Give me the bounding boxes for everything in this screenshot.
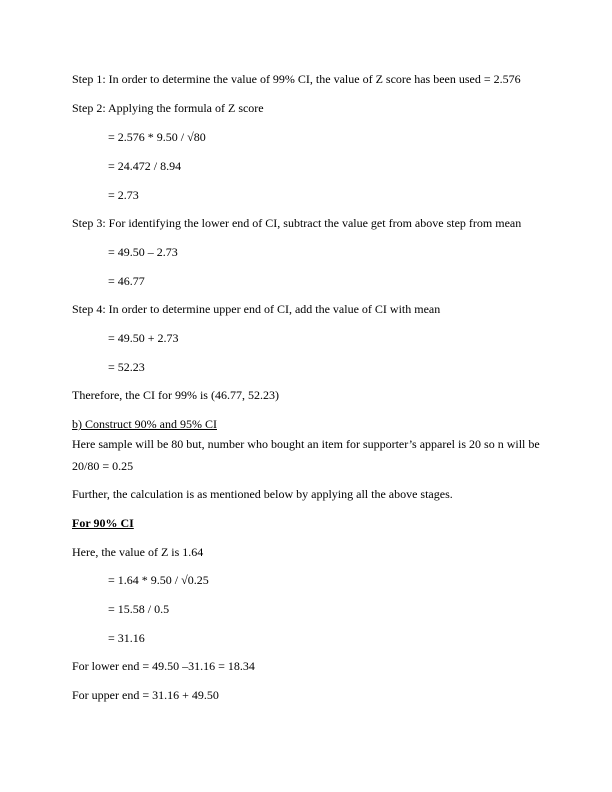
calculation-line: = 46.77 xyxy=(108,274,145,288)
step-3-text: Step 3: For identifying the lower end of CI, subtract the value get from above step from mean xyxy=(72,216,522,230)
calculation-line: = 15.58 / 0.5 xyxy=(108,602,170,616)
calculation-line: = 49.50 + 2.73 xyxy=(108,331,179,345)
calculation-line: = 31.16 xyxy=(108,631,145,645)
calculation-line: = 2.576 * 9.50 / √80 xyxy=(108,130,206,144)
lower-end-text: For lower end = 49.50 –31.16 = 18.34 xyxy=(72,659,255,673)
paragraph-text: Further, the calculation is as mentioned below by applying all the above stages. xyxy=(72,487,453,501)
paragraph-line: 20/80 = 0.25 xyxy=(72,459,134,473)
step-2-text: Step 2: Applying the formula of Z score xyxy=(72,101,264,115)
paragraph-line: Here sample will be 80 but, number who bought an item for supporter’s apparel is 20 so n will be xyxy=(72,437,540,451)
conclusion-text: Therefore, the CI for 99% is (46.77, 52.23) xyxy=(72,388,279,402)
calculation-line: = 24.472 / 8.94 xyxy=(108,159,182,173)
calculation-line: = 49.50 – 2.73 xyxy=(108,245,178,259)
ci-90-heading: For 90% CI xyxy=(72,516,134,530)
section-b-heading: b) Construct 90% and 95% CI xyxy=(72,417,217,431)
calculation-line: = 1.64 * 9.50 / √0.25 xyxy=(108,573,209,587)
step-1-text: Step 1: In order to determine the value of 99% CI, the value of Z score has been used = 2.576 xyxy=(72,72,521,86)
calculation-line: = 2.73 xyxy=(108,188,139,202)
step-4-text: Step 4: In order to determine upper end of CI, add the value of CI with mean xyxy=(72,302,441,316)
calculation-line: = 52.23 xyxy=(108,360,145,374)
upper-end-text: For upper end = 31.16 + 49.50 xyxy=(72,688,219,702)
z-value-text: Here, the value of Z is 1.64 xyxy=(72,545,204,559)
